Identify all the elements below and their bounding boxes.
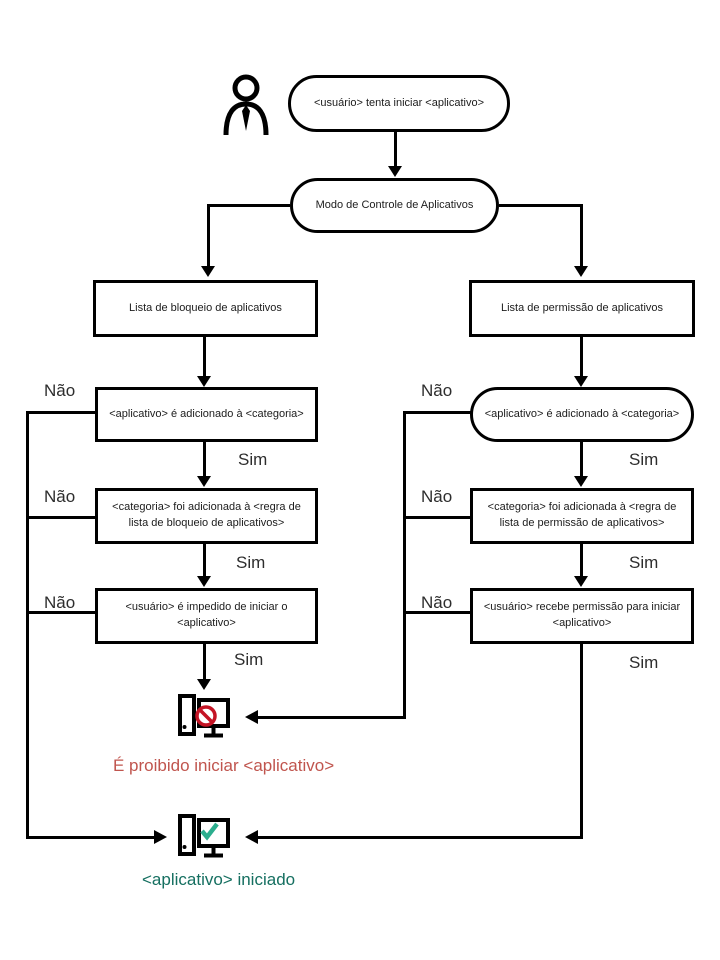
- node-allow-result: <usuário> recebe permissão para iniciar <aplicativo>: [470, 588, 694, 644]
- prohibition-icon: [197, 707, 215, 725]
- connector-line: [404, 516, 470, 519]
- node-block-check-rule: <categoria> foi adicionada à <regra de lista de bloqueio de aplicativos>: [95, 488, 318, 544]
- connector-line: [580, 204, 583, 267]
- arrowhead-down: [574, 266, 588, 277]
- edge-label-sim-allow-3: Sim: [629, 653, 659, 672]
- edge-label-sim-block-3: Sim: [234, 650, 264, 669]
- edge-label-sim-block-1: Sim: [238, 450, 268, 469]
- computer-blocked-icon: [176, 692, 232, 742]
- connector-line: [499, 204, 583, 207]
- arrowhead-down: [574, 376, 588, 387]
- connector-line: [207, 204, 210, 267]
- edge-label-nao-allow-2: Não: [421, 487, 453, 506]
- connector-line: [26, 836, 154, 839]
- arrowhead-down: [574, 576, 588, 587]
- outcome-started-label: <aplicativo> iniciado: [142, 870, 296, 889]
- outcome-denied-label: É proibido iniciar <aplicativo>: [113, 756, 335, 775]
- edge-label-nao-allow-3: Não: [421, 593, 453, 612]
- edge-label-nao-block-2: Não: [44, 487, 76, 506]
- connector-line: [27, 411, 95, 414]
- connector-line: [580, 544, 583, 577]
- connector-line: [203, 544, 206, 577]
- connector-line: [403, 411, 406, 719]
- connector-line: [26, 411, 29, 839]
- connector-line: [580, 442, 583, 477]
- connector-line: [203, 644, 206, 680]
- connector-line: [258, 836, 583, 839]
- arrowhead-down: [197, 679, 211, 690]
- node-application-control-mode: Modo de Controle de Aplicativos: [290, 178, 499, 233]
- arrowhead-left: [245, 830, 258, 844]
- connector-line: [258, 716, 404, 719]
- connector-line: [207, 204, 290, 207]
- arrowhead-down: [388, 166, 402, 177]
- node-allow-check-category: <aplicativo> é adicionado à <categoria>: [470, 387, 694, 442]
- arrowhead-down: [201, 266, 215, 277]
- edge-label-sim-allow-1: Sim: [629, 450, 659, 469]
- node-block-list: Lista de bloqueio de aplicativos: [93, 280, 318, 337]
- connector-line: [203, 337, 206, 377]
- connector-line: [580, 337, 583, 377]
- arrowhead-left: [245, 710, 258, 724]
- user-icon: [221, 73, 271, 137]
- arrowhead-down: [197, 476, 211, 487]
- connector-line: [203, 442, 206, 477]
- arrowhead-down: [574, 476, 588, 487]
- connector-line: [404, 411, 472, 414]
- node-block-result: <usuário> é impedido de iniciar o <aplicativo>: [95, 588, 318, 644]
- connector-line: [394, 131, 397, 167]
- connector-line: [27, 516, 95, 519]
- arrowhead-down: [197, 376, 211, 387]
- node-block-check-category: <aplicativo> é adicionado à <categoria>: [95, 387, 318, 442]
- computer-started-icon: [176, 812, 232, 862]
- node-start: <usuário> tenta iniciar <aplicativo>: [288, 75, 510, 132]
- edge-label-sim-allow-2: Sim: [629, 553, 659, 572]
- connector-line: [580, 644, 583, 839]
- node-allow-check-rule: <categoria> foi adicionada à <regra de lista de permissão de aplicativos>: [470, 488, 694, 544]
- edge-label-nao-allow-1: Não: [421, 381, 453, 400]
- arrowhead-right: [154, 830, 167, 844]
- edge-label-nao-block-3: Não: [44, 593, 76, 612]
- edge-label-sim-block-2: Sim: [236, 553, 266, 572]
- checkmark-icon: [202, 824, 217, 837]
- arrowhead-down: [197, 576, 211, 587]
- edge-label-nao-block-1: Não: [44, 381, 76, 400]
- node-allow-list: Lista de permissão de aplicativos: [469, 280, 695, 337]
